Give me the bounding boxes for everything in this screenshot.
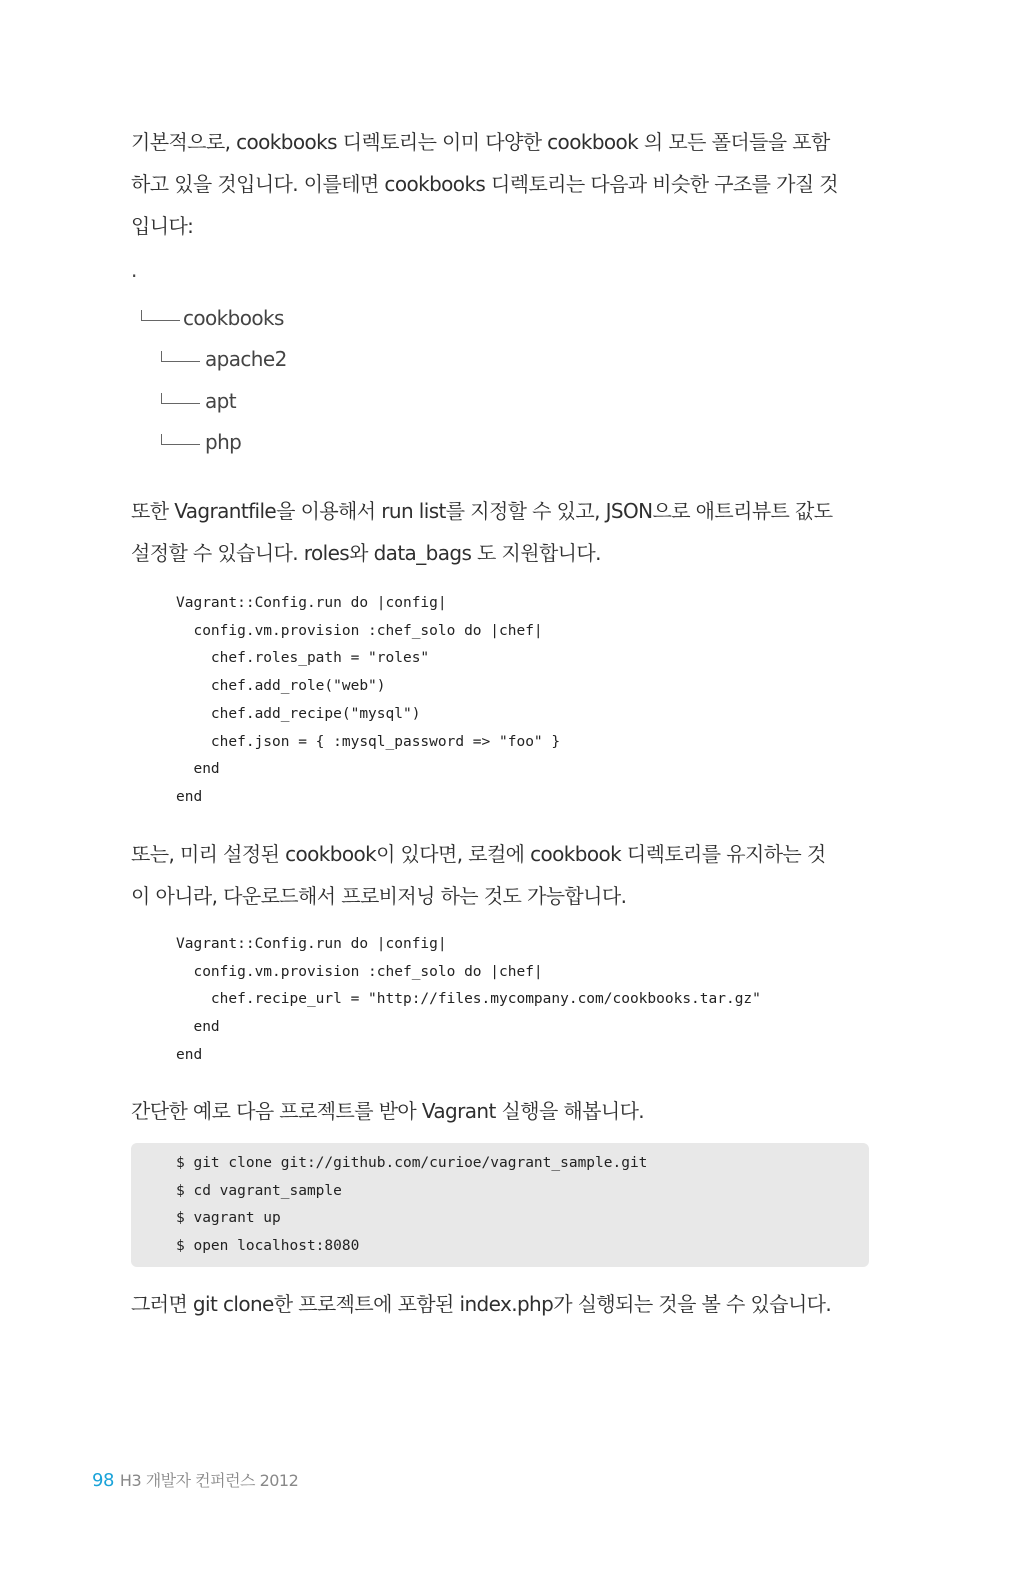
text-line: 설정할 수 있습니다. roles와 data_bags 도 지원합니다. [131, 541, 601, 565]
code-line: end [176, 788, 203, 805]
text-line: 그러면 git clone한 프로젝트에 포함된 index.php가 실행되는 것을 볼 수 있습니다. [131, 1292, 832, 1316]
text-line: 기본적으로, cookbooks 디렉토리는 이미 다양한 cookbook 의 모든 폴더들을 포함 [131, 130, 830, 154]
code-line: end [176, 1019, 220, 1036]
code-block-shell [176, 1150, 647, 1261]
code-line: chef.json = { :mysql_password => "foo" } [176, 733, 561, 750]
code-block-roles [176, 590, 560, 812]
text-line: 하고 있을 것입니다. 이를테면 cookbooks 디렉토리는 다음과 비슷한 구조를 가질 것 [131, 172, 839, 196]
tree-connector [161, 351, 200, 362]
code-line: end [176, 761, 220, 778]
result-paragraph [131, 1283, 871, 1325]
intro-paragraph [131, 121, 871, 247]
code-line: $ vagrant up [176, 1210, 281, 1227]
code-line: Vagrant::Config.run do |config| [176, 595, 447, 611]
tree-label: php [205, 430, 242, 454]
example-paragraph [131, 1090, 871, 1132]
code-line: config.vm.provision :chef_solo do |chef| [176, 622, 543, 639]
vagrantfile-paragraph [131, 490, 871, 574]
text-line: 간단한 예로 다음 프로젝트를 받아 Vagrant 실행을 해봅니다. [131, 1099, 645, 1123]
tree-connector [161, 434, 200, 445]
code-line: config.vm.provision :chef_solo do |chef| [176, 963, 543, 980]
tree-label: cookbooks [183, 306, 284, 330]
tree-root-dot: . [131, 258, 137, 282]
code-line: chef.recipe_url = "http://files.mycompany.com/cookbooks.tar.gz" [176, 991, 761, 1008]
tree-label: apt [205, 389, 236, 413]
text-line: 또한 Vagrantfile을 이용해서 run list를 지정할 수 있고, JSON으로 애트리뷰트 값도 [131, 499, 833, 523]
text-line: 입니다: [131, 214, 194, 238]
download-paragraph [131, 833, 871, 917]
page-number: 98 [92, 1470, 114, 1491]
tree-connector [161, 393, 200, 404]
code-line: chef.add_recipe("mysql") [176, 705, 421, 722]
code-line: $ cd vagrant_sample [176, 1182, 342, 1199]
code-line: chef.add_role("web") [176, 678, 386, 695]
page-footer [92, 1468, 298, 1491]
code-block-recipe-url [176, 931, 761, 1070]
text-line: 이 아니라, 다운로드해서 프로비저닝 하는 것도 가능합니다. [131, 884, 627, 908]
text-line: 또는, 미리 설정된 cookbook이 있다면, 로컬에 cookbook 디렉토리를 유지하는 것 [131, 842, 826, 866]
tree-label: apache2 [205, 347, 287, 371]
tree-connector [141, 310, 180, 321]
code-line: $ open localhost:8080 [176, 1238, 360, 1255]
code-line: end [176, 1046, 203, 1063]
code-line: Vagrant::Config.run do |config| [176, 936, 447, 952]
code-line: $ git clone git://github.com/curioe/vagrant_sample.git [176, 1155, 648, 1171]
code-line: chef.roles_path = "roles" [176, 650, 430, 667]
book-title: H3 개발자 컨퍼런스 2012 [119, 1471, 299, 1490]
